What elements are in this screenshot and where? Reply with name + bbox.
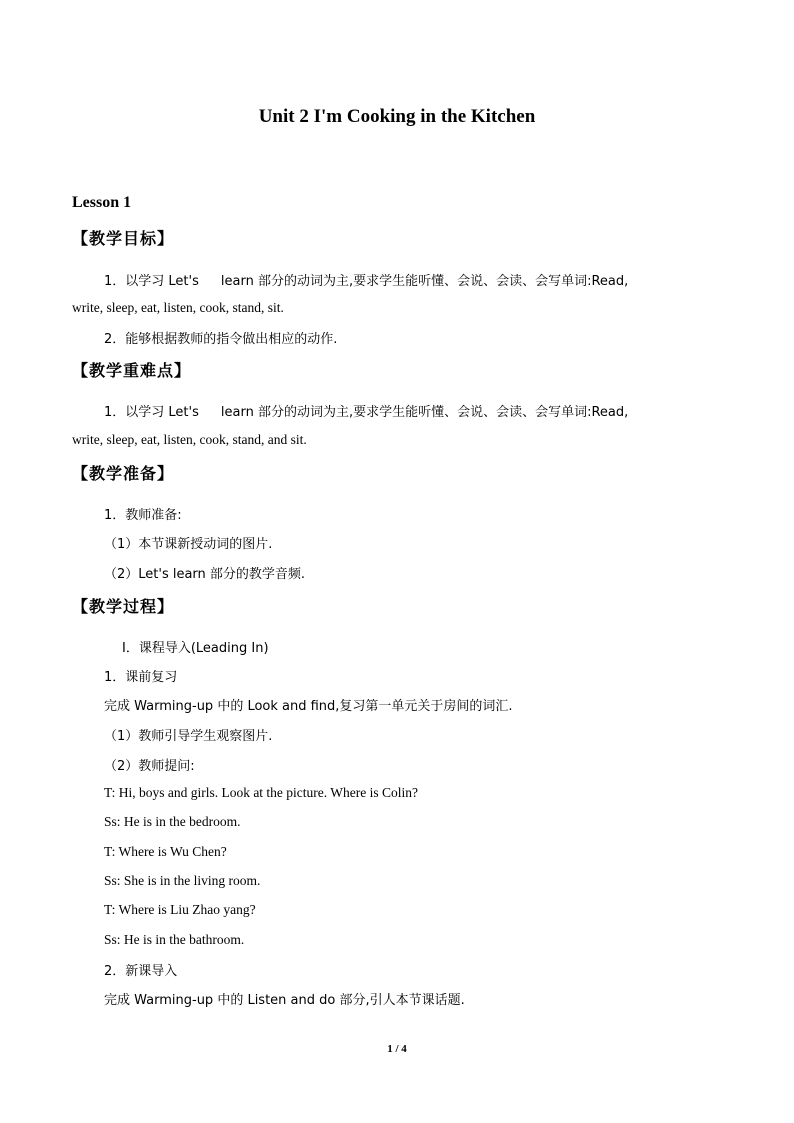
key-points-line-1-end: learn 部分的动词为主,要求学生能听懂、会说、会读、会写单词:Read, — [220, 405, 629, 420]
dialogue-line: T: Hi, boys and girls. Look at the picture. Where is Colin? — [104, 785, 419, 800]
process-heading: 【教学过程】 — [72, 597, 175, 616]
objectives-line-1-start: 1．以学习 Let's — [104, 274, 199, 289]
preparation-line-2-text: （1）本节课新授动词的图片. — [104, 537, 273, 552]
process-step-1-desc-text: 完成 Warming-up 中的 Look and find,复习第一单元关于房间的词汇. — [104, 699, 513, 714]
dialogue-line: Ss: He is in the bedroom. — [104, 814, 241, 829]
process-step-1-desc — [104, 695, 513, 714]
preparation-line-1-text: 1．教师准备: — [104, 508, 182, 523]
process-step-1-sub-2-text: （2）教师提问: — [104, 759, 195, 774]
process-step-1-text: 1．课前复习 — [104, 670, 178, 685]
key-points-line-1 — [104, 401, 628, 420]
preparation-line-2 — [104, 533, 272, 552]
document-title: Unit 2 I'm Cooking in the Kitchen — [258, 106, 536, 127]
process-step-1-sub-1 — [104, 725, 272, 744]
preparation-line-3-text: （2）Let's learn 部分的教学音频. — [104, 567, 306, 582]
process-step-1-sub-1-text: （1）教师引导学生观察图片. — [104, 729, 273, 744]
dialogue-line: T: Where is Liu Zhao yang? — [104, 902, 256, 917]
key-points-line-1-start: 1．以学习 Let's — [104, 405, 199, 420]
process-step-1-sub-2 — [104, 755, 195, 774]
dialogue-line: Ss: She is in the living room. — [104, 873, 261, 888]
process-step-2 — [104, 960, 177, 979]
preparation-line-3 — [104, 563, 305, 582]
page-indicator: 1 / 4 — [387, 1043, 407, 1055]
key-points-heading: 【教学重难点】 — [72, 361, 192, 380]
process-step-2-text: 2．新课导入 — [104, 964, 178, 979]
objectives-heading: 【教学目标】 — [72, 229, 175, 248]
objectives-line-3-text: 2．能够根据教师的指令做出相应的动作. — [104, 332, 338, 347]
dialogue-line: T: Where is Wu Chen? — [104, 844, 227, 859]
process-step-1 — [104, 666, 177, 685]
preparation-heading: 【教学准备】 — [72, 464, 175, 483]
objectives-line-3 — [104, 328, 337, 347]
process-step-2-desc-text: 完成 Warming-up 中的 Listen and do 部分,引人本节课话题. — [104, 993, 465, 1008]
process-step-2-desc — [104, 989, 465, 1008]
objectives-line-1 — [104, 270, 628, 289]
process-stage-1 — [122, 637, 269, 656]
preparation-line-1 — [104, 504, 182, 523]
objectives-line-1-end: learn 部分的动词为主,要求学生能听懂、会说、会读、会写单词:Read, — [220, 274, 629, 289]
dialogue-line: Ss: He is in the bathroom. — [104, 932, 245, 947]
objectives-line-2: write, sleep, eat, listen, cook, stand, sit. — [72, 300, 284, 315]
lesson-label: Lesson 1 — [72, 194, 132, 211]
key-points-line-2: write, sleep, eat, listen, cook, stand, and sit. — [72, 432, 307, 447]
process-stage-1-text: Ⅰ．课程导入(Leading In) — [122, 641, 269, 656]
